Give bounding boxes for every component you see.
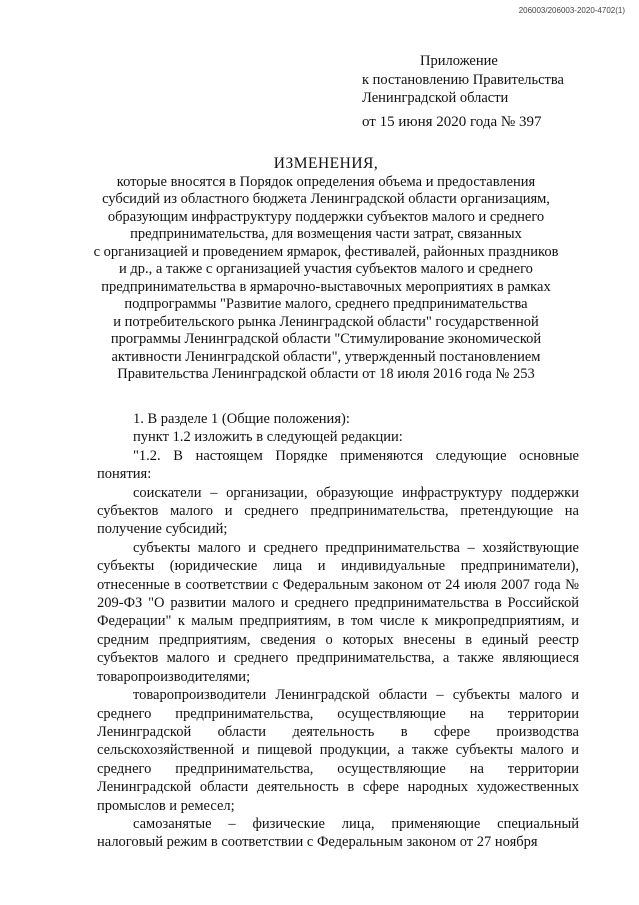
title-line: которые вносятся в Порядок определения объема и предоставления <box>116 173 536 190</box>
title-line: программы Ленинградской области "Стимулирование экономической <box>110 331 542 347</box>
definition-applicants: соискатели – организации, образующие инфраструктуру поддержки субъектов малого и среднего предпринимательства, претендующие на получение субсидий; <box>97 484 579 538</box>
appendix-line-3: Ленинградской области <box>362 90 509 106</box>
appendix-block <box>362 52 564 131</box>
title-line: субсидий из областного бюджета Ленинградской области организациям, <box>102 191 550 207</box>
appendix-label: Приложение <box>420 53 498 69</box>
title-line: подпрограммы "Развитие малого, среднего предпринимательства <box>124 296 528 312</box>
document-title <box>90 155 562 384</box>
title-line: Правительства Ленинградской области от 18 июля 2016 года № 253 <box>117 366 535 382</box>
title-line: и потребительского рынка Ленинградской области" государственной <box>113 313 539 330</box>
section-1-paragraph: 1. В разделе 1 (Общие положения): <box>133 411 350 427</box>
clause-1-2-text: "1.2. В настоящем Порядке применяются следующие основные понятия: <box>97 447 579 483</box>
appendix-date: от 15 июня 2020 года № 397 <box>362 113 542 130</box>
document-body <box>97 410 579 852</box>
title-line: предпринимательства, для возмещения части затрат, связанных <box>130 226 522 242</box>
clause-1-2-intro: пункт 1.2 изложить в следующей редакции: <box>133 429 403 446</box>
title-line: активности Ленинградской области", утвержденный постановлением <box>111 348 541 365</box>
title-line: предпринимательства в ярмарочно-выставочных мероприятиях в рамках <box>101 278 551 295</box>
title-heading: ИЗМЕНЕНИЯ, <box>273 155 379 172</box>
appendix-line-2: к постановлению Правительства <box>362 71 564 88</box>
title-line: и др., а также с организацией участия субъектов малого и среднего <box>119 261 533 277</box>
title-line: с организацией и проведением ярмарок, фестивалей, районных праздников <box>93 243 559 260</box>
document-code: 206003/206003-2020-4702(1) <box>518 6 625 15</box>
definition-self-employed: самозанятые – физические лица, применяющие специальный налоговый режим в соответствии с Федеральным законом от 27 ноября <box>97 815 579 851</box>
definition-sme: субъекты малого и среднего предпринимательства – хозяйствующие субъекты (юридические лица и индивидуальные предприниматели), отнесенные в соответствии с Федеральным законом от 24 июля 2007 года № 209-ФЗ "О развитии малого и среднего предпринимательства в Российской Федерации" к малым предприятиям, в том числе к микропредприятиям, и средним предприятиям, сведения о которых внесены в единый реестр субъектов малого и среднего предпринимательства, а также являющиеся товаропроизводителями; <box>97 539 579 685</box>
title-line: образующим инфраструктуру поддержки субъектов малого и среднего <box>107 208 545 225</box>
definition-producers: товаропроизводители Ленинградской области – субъекты малого и среднего предпринимательства, осуществляющие на территории Ленинградской области деятельность в сфере производства сельскохозяйственной и пищевой продукции, а также субъекты малого и среднего предпринимательства, осуществляющие на территории Ленинградской области деятельность в сфере народных художественных промыслов и ремесел; <box>97 687 579 814</box>
